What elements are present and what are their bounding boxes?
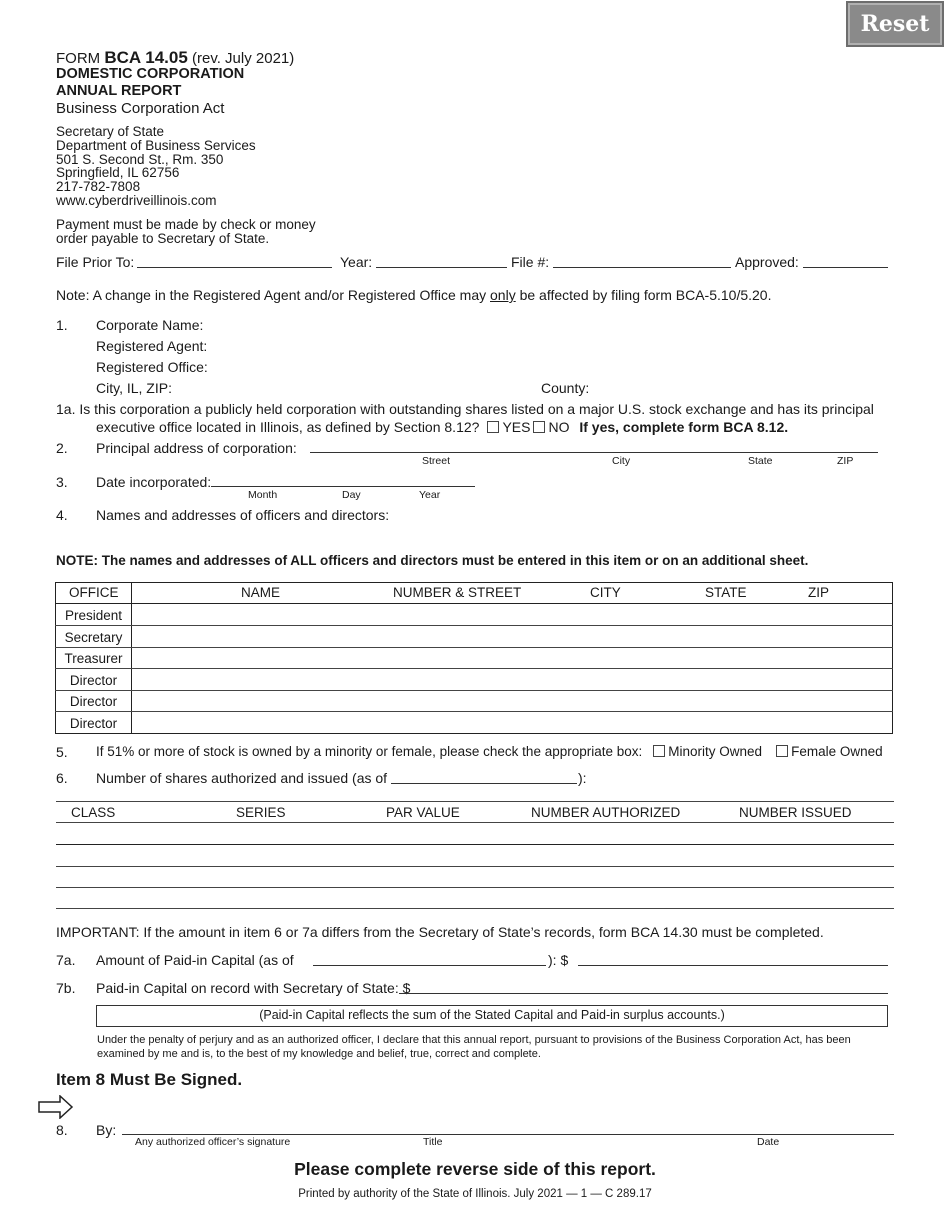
officers-label: Names and addresses of officers and directors: <box>96 507 390 523</box>
shares-label-end: ): <box>578 770 587 786</box>
day-caption: Day <box>342 489 361 501</box>
address-line: Department of Business Services <box>56 137 256 153</box>
signature-caption: Any authorized officer’s signature <box>135 1136 291 1148</box>
paid-in-record-field[interactable] <box>399 993 888 994</box>
item-8-number: 8. <box>56 1122 68 1138</box>
address-line: 217-782-7808 <box>56 179 141 195</box>
paid-in-capital-note: (Paid-in Capital reflects the sum of the Stated Capital and Paid-in surplus accounts.) <box>96 1005 888 1027</box>
shares-row-line[interactable] <box>56 866 894 867</box>
paid-in-as-of-field[interactable] <box>313 965 546 966</box>
form-title-2: ANNUAL REPORT <box>56 83 182 99</box>
item-5-row <box>96 744 883 759</box>
year-label: Year: <box>340 254 373 270</box>
paid-in-record-label: Paid-in Capital on record with Secretary of State: $ <box>96 980 411 996</box>
paid-in-capital-field[interactable] <box>578 965 888 966</box>
principal-address-field[interactable] <box>310 452 878 453</box>
footer: Printed by authority of the State of Illinois. July 2021 — 1 — C 289.17 <box>298 1188 652 1200</box>
signature-field[interactable] <box>122 1134 894 1135</box>
item-1a-question: 1a. Is this corporation a publicly held corporation with outstanding shares listed on a major U.S. stock exchange and has its principal <box>56 401 874 417</box>
shares-header-line <box>56 822 894 823</box>
reverse-side-note: Please complete reverse side of this report. <box>294 1159 656 1179</box>
form-prefix: FORM <box>56 50 101 67</box>
row-office-treasurer: Treasurer <box>64 651 123 666</box>
form-rev: (rev. July 2021) <box>191 50 295 67</box>
president-entry[interactable] <box>132 604 892 625</box>
file-prior-label: File Prior To: <box>56 254 135 270</box>
yes-checkbox[interactable] <box>487 421 499 433</box>
item-4-number: 4. <box>56 507 68 523</box>
minority-owned-label: Minority Owned <box>668 744 763 759</box>
minority-owned-checkbox[interactable] <box>653 745 665 757</box>
month-caption: Month <box>248 489 278 501</box>
item-8-heading: Item 8 Must Be Signed. <box>56 1070 243 1089</box>
county-label: County: <box>541 380 590 396</box>
item-7b-number: 7b. <box>56 980 76 996</box>
no-checkbox[interactable] <box>533 421 545 433</box>
note-only: only <box>490 287 516 303</box>
date-incorporated-label: Date incorporated: <box>96 474 212 490</box>
shares-row-line[interactable] <box>56 908 894 909</box>
header-number-issued: NUMBER ISSUED <box>739 805 852 820</box>
row-office-president: President <box>64 608 123 623</box>
item-7a-number: 7a. <box>56 952 76 968</box>
shares-label: Number of shares authorized and issued (as of <box>96 770 388 786</box>
ownership-label: If 51% or more of stock is owned by a minority or female, please check the appropriate box: <box>96 744 643 759</box>
item-6-number: 6. <box>56 770 68 786</box>
reset-button[interactable]: Reset <box>846 1 944 47</box>
shares-row-line[interactable] <box>56 844 894 845</box>
file-prior-field[interactable] <box>137 267 332 268</box>
item-1a-instruction: If yes, complete form BCA 8.12. <box>579 419 789 435</box>
registered-office-label: Registered Office: <box>96 359 208 375</box>
approved-field[interactable] <box>803 267 888 268</box>
street-caption: Street <box>422 455 451 467</box>
registered-agent-note <box>56 287 771 303</box>
header-zip: ZIP <box>808 585 830 600</box>
principal-address-label: Principal address of corporation: <box>96 440 297 456</box>
city-caption: City <box>612 455 631 467</box>
address-line: Springfield, IL 62756 <box>56 165 180 181</box>
form-subtitle: Business Corporation Act <box>56 100 225 117</box>
shares-row-line[interactable] <box>56 887 894 888</box>
item-3-number: 3. <box>56 474 68 490</box>
registered-agent-label: Registered Agent: <box>96 338 208 354</box>
important-note: IMPORTANT: If the amount in item 6 or 7a differs from the Secretary of State’s records, form BCA 14.30 must be completed. <box>56 924 824 940</box>
date-caption: Date <box>757 1136 780 1148</box>
yes-label: YES <box>502 419 531 435</box>
form-number: BCA 14.05 <box>104 48 188 67</box>
officers-note: NOTE: The names and addresses of ALL officers and directors must be entered in this item or on an additional sheet. <box>56 553 809 568</box>
address-line: www.cyberdriveillinois.com <box>56 192 217 208</box>
shares-as-of-field[interactable] <box>391 783 577 784</box>
header-city: CITY <box>590 585 621 600</box>
year-field[interactable] <box>376 267 507 268</box>
shares-top-line <box>56 801 894 802</box>
director-entry[interactable] <box>132 669 892 690</box>
file-number-label: File #: <box>511 254 550 270</box>
zip-caption: ZIP <box>837 455 854 467</box>
year-caption: Year <box>419 489 441 501</box>
title-caption: Title <box>423 1136 443 1148</box>
payment-line: order payable to Secretary of State. <box>56 230 270 246</box>
perjury-line: examined by me and is, to the best of my knowledge and belief, true, correct and complete. <box>97 1048 541 1060</box>
header-number-authorized: NUMBER AUTHORIZED <box>531 805 681 820</box>
director-entry[interactable] <box>132 712 892 733</box>
by-label: By: <box>96 1122 117 1138</box>
note-text: Note: A change in the Registered Agent and/or Registered Office may <box>56 287 491 303</box>
treasurer-entry[interactable] <box>132 648 892 668</box>
header-par-value: PAR VALUE <box>386 805 460 820</box>
date-incorporated-field[interactable] <box>211 486 475 487</box>
header-street: NUMBER & STREET <box>393 585 522 600</box>
item-1a-line2 <box>96 419 788 435</box>
row-office-director: Director <box>69 694 118 709</box>
corporate-name-label: Corporate Name: <box>96 317 204 333</box>
sos-address <box>56 125 256 208</box>
payment-line: Payment must be made by check or money <box>56 217 316 232</box>
perjury-line: Under the penalty of perjury and as an authorized officer, I declare that this annual report, pursuant to provisions of the Business Corporation Act, has been <box>97 1034 851 1046</box>
payment-note <box>56 218 316 246</box>
item-5-number: 5. <box>56 744 68 760</box>
file-number-field[interactable] <box>553 267 731 268</box>
header-state: STATE <box>705 585 747 600</box>
header-series: SERIES <box>236 805 286 820</box>
paid-in-capital-dollar: ): $ <box>548 952 569 968</box>
female-owned-checkbox[interactable] <box>776 745 788 757</box>
note-text: be affected by filing form BCA-5.10/5.20. <box>515 287 772 303</box>
approved-label: Approved: <box>735 254 799 270</box>
form-id <box>56 48 294 68</box>
row-office-secretary: Secretary <box>64 630 123 645</box>
perjury-statement <box>97 1033 851 1061</box>
arrow-right-icon <box>38 1095 74 1119</box>
header-office: OFFICE <box>69 585 119 600</box>
city-zip-label: City, IL, ZIP: <box>96 380 172 396</box>
header-name: NAME <box>241 585 281 600</box>
item-1a-text: executive office located in Illinois, as defined by Section 8.12? <box>96 419 480 435</box>
header-class: CLASS <box>71 805 116 820</box>
paid-in-capital-label: Amount of Paid-in Capital (as of <box>96 952 294 968</box>
item-1-number: 1. <box>56 317 68 333</box>
address-line: 501 S. Second St., Rm. 350 <box>56 151 224 167</box>
address-line: Secretary of State <box>56 124 165 139</box>
no-label: NO <box>548 419 570 435</box>
state-caption: State <box>748 455 773 467</box>
director-entry[interactable] <box>132 691 892 711</box>
row-office-director: Director <box>69 716 118 731</box>
female-owned-label: Female Owned <box>791 744 883 759</box>
item-2-number: 2. <box>56 440 68 456</box>
form-title-1: DOMESTIC CORPORATION <box>56 66 245 82</box>
secretary-entry[interactable] <box>132 626 892 647</box>
row-office-director: Director <box>69 673 118 688</box>
